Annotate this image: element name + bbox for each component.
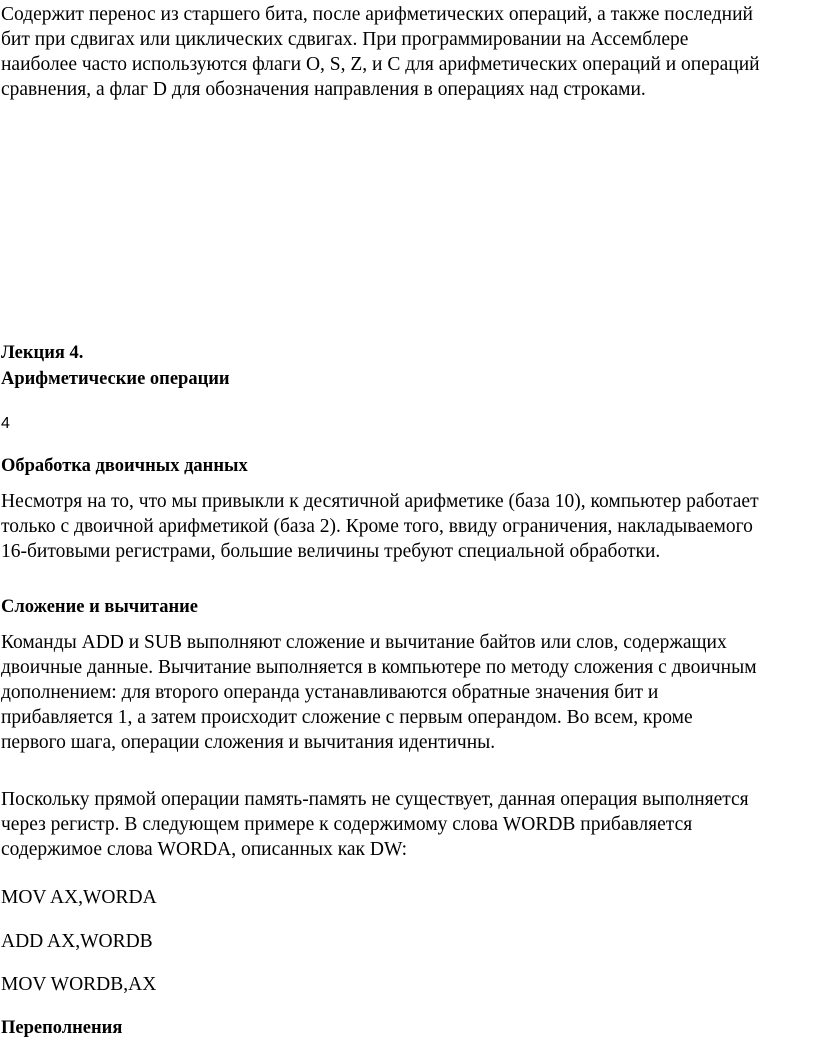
code-line-1: MOV AX,WORDA bbox=[1, 887, 157, 908]
section-heading-binary: Обработка двоичных данных bbox=[1, 456, 248, 476]
binary-line: Несмотря на то, что мы привыкли к десятичной арифметике (база 10), компьютер работает bbox=[1, 491, 759, 512]
code-line-2: ADD AX,WORDB bbox=[1, 931, 153, 952]
addsub-paragraph-2 bbox=[1, 787, 749, 862]
addsub-paragraph-1 bbox=[1, 630, 757, 755]
binary-line: 16-битовыми регистрами, большие величины требуют специальной обработки. bbox=[1, 541, 661, 562]
addsub-line: дополнением: для второго операнда устанавливаются обратные значения бит и bbox=[1, 682, 659, 703]
intro-line: наиболее часто используются флаги O, S, Z, и C для арифметических операций и операций bbox=[1, 54, 760, 75]
intro-line: бит при сдвигах или циклических сдвигах. При программировании на Ассемблере bbox=[1, 29, 689, 50]
intro-paragraph bbox=[1, 2, 760, 102]
code-line-3: MOV WORDB,AX bbox=[1, 974, 157, 995]
addsub-line: Команды ADD и SUB выполняют сложение и вычитание байтов или слов, содержащих bbox=[1, 632, 727, 653]
lecture-topic-title: Арифметические операции bbox=[1, 369, 230, 389]
section-heading-addsub: Сложение и вычитание bbox=[1, 597, 198, 617]
lecture-number-title: Лекция 4. bbox=[1, 343, 84, 363]
binary-paragraph bbox=[1, 489, 759, 564]
section-heading-overflow: Переполнения bbox=[1, 1018, 123, 1038]
addsub-line: двоичные данные. Вычитание выполняется в компьютере по методу сложения с двоичным bbox=[1, 657, 757, 678]
addsub-line: прибавляется 1, а затем происходит сложение с первым операндом. Во всем, кроме bbox=[1, 707, 693, 728]
intro-line: Содержит перенос из старшего бита, после арифметических операций, а также последний bbox=[1, 4, 753, 25]
intro-line: сравнения, а флаг D для обозначения направления в операциях над строками. bbox=[1, 79, 646, 100]
binary-line: только с двоичной арифметикой (база 2). Кроме того, ввиду ограничения, накладываемого bbox=[1, 516, 753, 537]
addsub-line: Поскольку прямой операции память-память не существует, данная операция выполняется bbox=[1, 789, 749, 810]
addsub-line: первого шага, операции сложения и вычитания идентичны. bbox=[1, 732, 496, 753]
page-marker: 4 bbox=[1, 415, 10, 432]
addsub-line: содержимое слова WORDA, описанных как DW: bbox=[1, 839, 408, 860]
addsub-line: через регистр. В следующем примере к содержимому слова WORDB прибавляется bbox=[1, 814, 693, 835]
